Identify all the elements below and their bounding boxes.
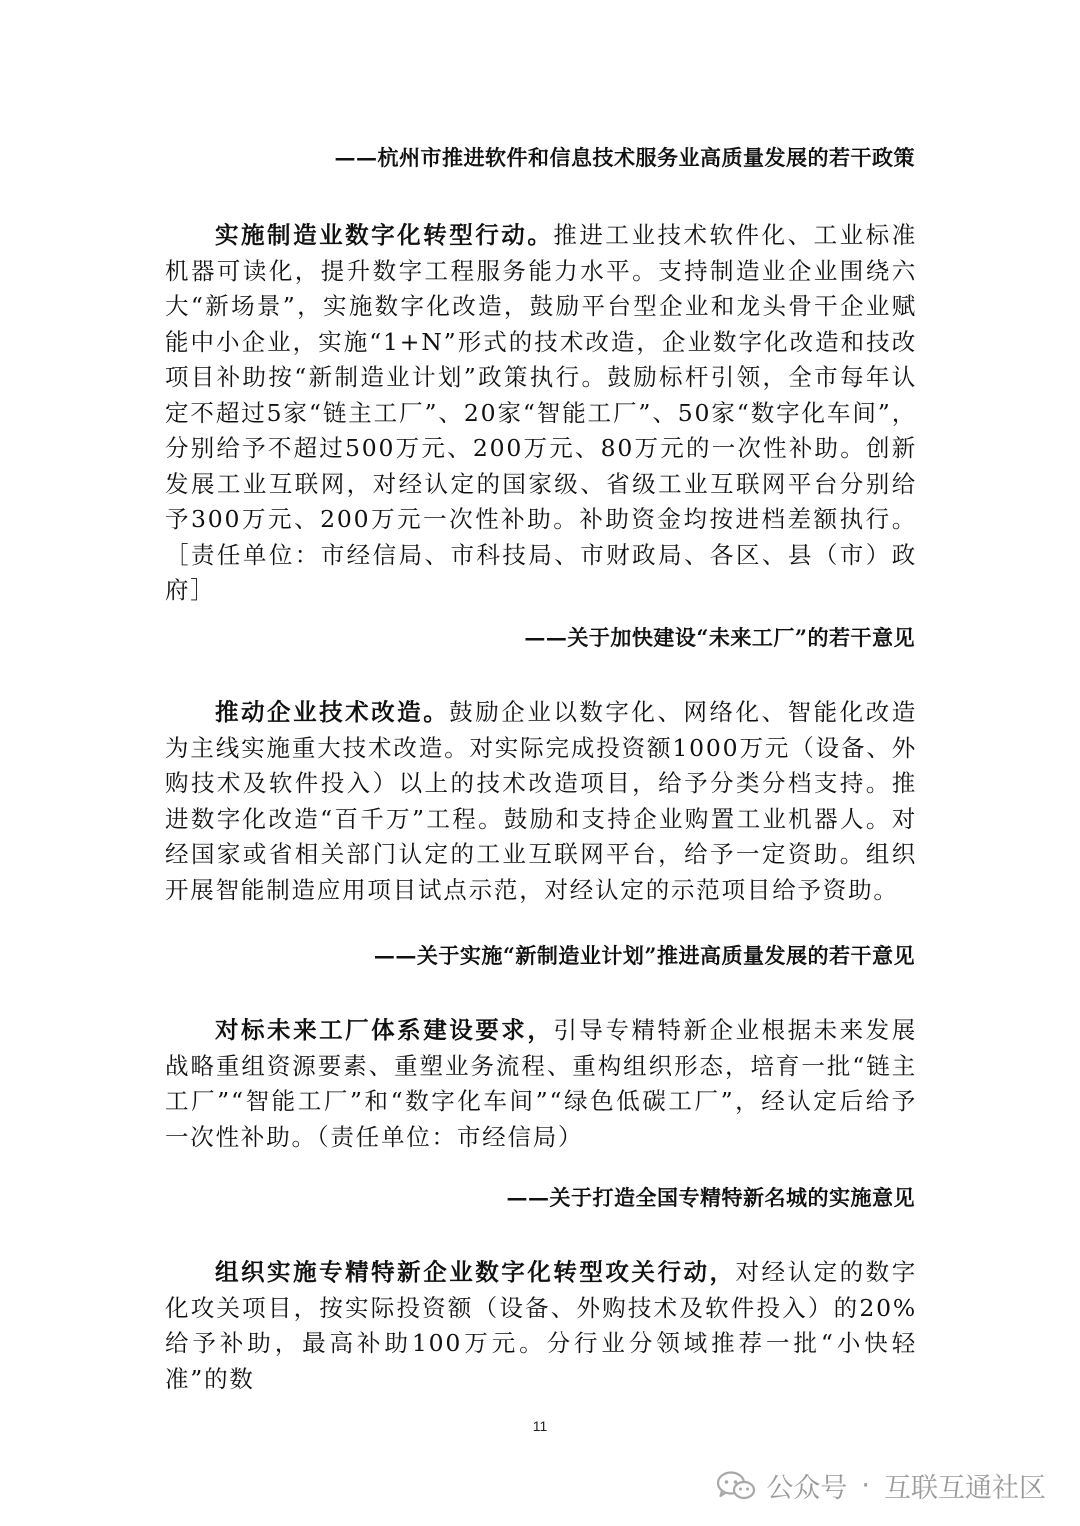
policy-paragraph — [165, 1013, 917, 1155]
paragraph-body: 对经认定的数字化攻关项目，按实际投资额（设备、外购技术及软件投入）的20%给予补助，最高补助100万元。分行业分领域推荐一批“小快轻准”的数 — [165, 1258, 917, 1393]
paragraph-body: 引导专精特新企业根据未来发展战略重组资源要素、重塑业务流程、重构组织形态，培育一批“链主工厂”“智能工厂”和“数字化车间”“绿色低碳工厂”，经认定后给予一次性补助。（责任单位：市经信局） — [165, 1016, 918, 1151]
paragraph-lead: 对标未来工厂体系建设要求， — [215, 1016, 554, 1044]
watermark-label: 公众号 — [766, 1473, 848, 1504]
watermark-separator: · — [861, 1470, 870, 1501]
policy-paragraph — [165, 218, 917, 609]
source-citation: ——关于加快建设“未来工厂”的若干意见 — [524, 625, 915, 650]
policy-paragraph — [165, 1255, 917, 1397]
paragraph-body: 推进工业技术软件化、工业标准机器可读化，提升数字工程服务能力水平。支持制造业企业围绕六大“新场景”，实施数字化改造，鼓励平台型企业和龙头骨干企业赋能中小企业，实施“1+N”形式的技术改造，企业数字化改造和技改项目补助按“新制造业计划”政策执行。鼓励标杆引领，全市每年认定不超过5家“链主工厂”、20家“智能工厂”、50家“数字化车间”，分别给予不超过500万元、200万元、80万元的一次性补助。创新发展工业互联网，对经认定的国家级、省级工业互联网平台分别给予300万元、200万元一次性补助。补助资金均按进档差额执行。［责任单位：市经信局、市科技局、市财政局、各区、县（市）政府］ — [165, 221, 918, 604]
watermark-account: 互联互通社区 — [884, 1473, 1046, 1504]
paragraph-body: 鼓励企业以数字化、网络化、智能化改造为主线实施重大技术改造。对实际完成投资额1000万元（设备、外购技术及软件投入）以上的技术改造项目，给予分类分档支持。推进数字化改造“百千万”工程。鼓励和支持企业购置工业机器人。对经国家或省相关部门认定的工业互联网平台，给予一定资助。组织开展智能制造应用项目试点示范，对经认定的示范项目给予资助。 — [165, 698, 918, 904]
wechat-icon — [716, 1470, 756, 1502]
paragraph-lead: 组织实施专精特新企业数字化转型攻关行动， — [215, 1258, 736, 1286]
paragraph-lead: 实施制造业数字化转型行动。 — [215, 221, 554, 249]
paragraph-lead: 推动企业技术改造。 — [215, 698, 450, 726]
wechat-watermark — [716, 1466, 1046, 1505]
page-number: 11 — [532, 1418, 548, 1434]
source-citation: ——关于打造全国专精特新名城的实施意见 — [506, 1185, 915, 1210]
source-citation: ——杭州市推进软件和信息技术服务业高质量发展的若干政策 — [334, 145, 915, 170]
source-citation: ——关于实施“新制造业计划”推进高质量发展的若干意见 — [373, 943, 915, 968]
policy-paragraph — [165, 695, 917, 908]
